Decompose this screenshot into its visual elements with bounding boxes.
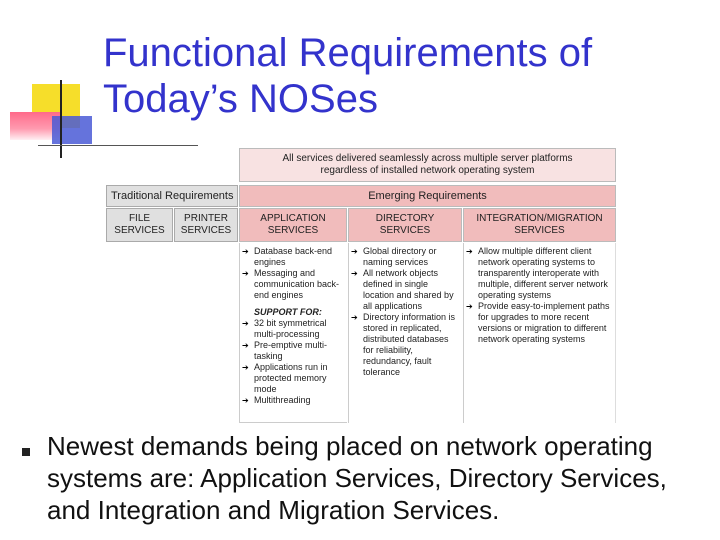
slide-title: [103, 30, 703, 122]
bullet-text: Newest demands being placed on network operating systems are: Application Services, Directory Services, and Integration and Migration Services.: [47, 431, 667, 525]
list-item: [242, 395, 345, 406]
printer-services-line-2: SERVICES: [180, 225, 232, 236]
list-item: [242, 318, 345, 340]
list-item-text: Global directory or naming services: [363, 246, 437, 267]
file-services-line-2: SERVICES: [114, 225, 165, 236]
arrow-icon: ➔: [466, 247, 473, 256]
application-services-line-1: APPLICATION: [260, 213, 326, 224]
directory-services-line-1: DIRECTORY: [375, 213, 435, 224]
application-services-header: [239, 208, 347, 242]
list-item-text: Multithreading: [254, 395, 311, 405]
integration-services-line-2: SERVICES: [514, 225, 565, 236]
slide-title-line-2: Today’s NOSes: [103, 77, 378, 121]
arrow-icon: ➔: [242, 396, 249, 405]
list-item: [351, 268, 460, 312]
list-item: [242, 362, 345, 395]
list-item: [466, 246, 613, 301]
all-services-banner: [239, 148, 616, 182]
logo-vertical-line: [60, 80, 62, 158]
requirements-diagram: [106, 148, 616, 423]
arrow-icon: ➔: [242, 269, 249, 278]
list-item-text: Provide easy-to-implement paths for upgrades to more recent versions or migration to different network operating systems: [478, 301, 610, 344]
support-for-label: SUPPORT FOR:: [254, 307, 322, 317]
directory-services-line-2: SERVICES: [379, 225, 431, 236]
arrow-icon: ➔: [242, 363, 249, 372]
arrow-icon: ➔: [351, 313, 358, 322]
logo-horizontal-line: [38, 145, 198, 146]
arrow-icon: ➔: [351, 247, 358, 256]
list-item-text: Pre-emptive multi-tasking: [254, 340, 328, 361]
list-item: [466, 301, 613, 345]
arrow-icon: ➔: [466, 302, 473, 311]
list-item: [351, 246, 460, 268]
list-item-text: Messaging and communication back-end engines: [254, 268, 340, 300]
application-services-column: [239, 243, 347, 423]
file-services-line-1: FILE: [128, 213, 151, 224]
arrow-icon: ➔: [242, 341, 249, 350]
all-services-line-2: regardless of installed network operating system: [320, 165, 535, 176]
list-item-text: Allow multiple different client network operating systems to transparently interoperate with multiple, different server network operating systems: [478, 246, 608, 300]
bullet-square-icon: [22, 448, 30, 456]
list-item-text: All network objects defined in single location and shared by all applications: [363, 268, 454, 311]
printer-services-line-1: PRINTER: [184, 213, 228, 224]
list-item-text: Applications run in protected memory mode: [254, 362, 328, 394]
application-services-line-2: SERVICES: [267, 225, 319, 236]
directory-services-header: [348, 208, 462, 242]
list-item: [242, 268, 345, 301]
logo-blue-square: [52, 116, 92, 144]
list-item-text: Database back-end engines: [254, 246, 333, 267]
list-item: [242, 340, 345, 362]
traditional-requirements-header: Traditional Requirements: [106, 185, 238, 207]
arrow-icon: ➔: [351, 269, 358, 278]
integration-services-header: [463, 208, 616, 242]
all-services-line-1: All services delivered seamlessly across multiple server platforms: [282, 153, 573, 164]
directory-services-column: [348, 243, 462, 423]
arrow-icon: ➔: [242, 247, 249, 256]
emerging-requirements-header: Emerging Requirements: [239, 185, 616, 207]
integration-services-line-1: INTEGRATION/MIGRATION: [476, 213, 603, 224]
list-item: [242, 246, 345, 268]
slide-title-line-1: Functional Requirements of: [103, 31, 593, 75]
list-item-text: 32 bit symmetrical multi-processing: [254, 318, 327, 339]
file-services-header: [106, 208, 173, 242]
printer-services-header: [174, 208, 238, 242]
list-item: [351, 312, 460, 378]
integration-services-column: [463, 243, 616, 423]
arrow-icon: ➔: [242, 319, 249, 328]
list-item-text: Directory information is stored in replicated, distributed databases for reliability, redundancy, fault tolerance: [363, 312, 456, 377]
